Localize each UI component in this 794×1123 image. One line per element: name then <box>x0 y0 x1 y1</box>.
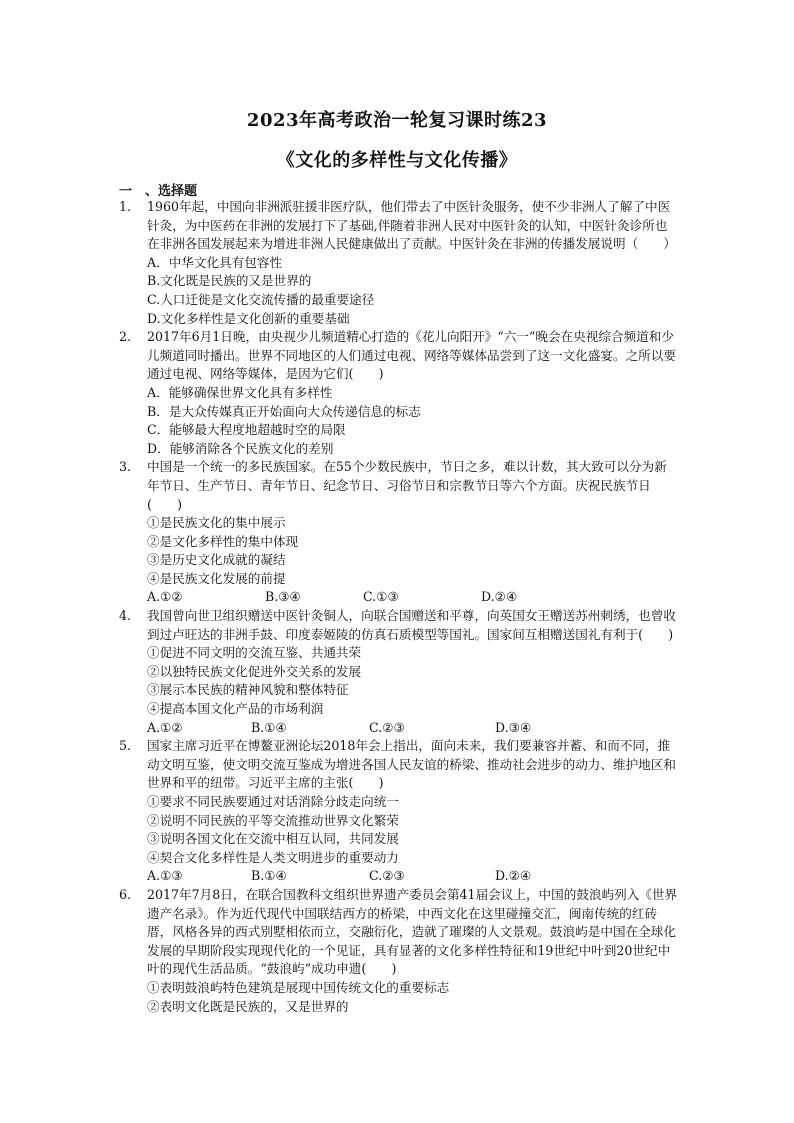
statement-4: ④是民族文化发展的前提 <box>147 570 286 586</box>
option-b: B．是大众传媒真正开始面向大众传递信息的标志 <box>147 403 421 419</box>
question-number: 5. <box>119 738 132 754</box>
choice-a: A.①③ <box>147 868 183 884</box>
choice-a: A.①② <box>147 719 183 735</box>
question-number: 4. <box>119 608 132 624</box>
question-stem: 我国曾向世卫组织赠送中医针灸铜人，向联合国赠送和平尊，向英国女王赠送苏州刺绣，也曾收到过卢旺达的非洲手鼓、印度泰姬陵的仿真石质模型等国礼。国家间互相赠送国礼有利于( ) <box>147 608 676 642</box>
choice-row <box>119 588 679 607</box>
choice-a: A.①② <box>147 589 183 605</box>
question-stem: 国家主席习近平在博鳌亚洲论坛2018年会上指出，面向未来，我们要兼容并蓄、和而不同，推动文明互鉴，使文明交流互鉴成为增进各国人民友谊的桥梁、推动社会进步的动力、维护地区和世界和平的纽带。习近平主席的主张( ) <box>147 738 676 791</box>
choice-b: B.①④ <box>251 868 287 884</box>
choice-row <box>119 719 679 738</box>
question-number: 3. <box>119 459 132 475</box>
option-a: A．中华文化具有包容性 <box>147 254 283 270</box>
statement-4: ④提高本国文化产品的市场利润 <box>147 701 324 717</box>
choice-c: C.①③ <box>363 589 399 605</box>
statement-1: ①是民族文化的集中展示 <box>147 515 286 531</box>
question-1 <box>119 198 679 328</box>
choice-d: D.②④ <box>481 589 518 605</box>
choice-b: B.①④ <box>251 719 287 735</box>
statement-2: ②以独特民族文化促进外交关系的发展 <box>147 663 362 679</box>
option-d: D.文化多样性是文化创新的重要基础 <box>147 310 350 326</box>
question-stem: 中国是一个统一的多民族国家。在55个少数民族中，节日之多，难以计数，其大致可以分为新年节日、生产节日、青年节日、纪念节日、习俗节日和宗教节日等六个方面。庆祝民族节日( ) <box>147 459 667 512</box>
choice-c: C.②③ <box>369 719 405 735</box>
statement-1: ①要求不同民族要通过对话消除分歧走向统一 <box>147 794 399 809</box>
question-number: 6. <box>119 886 132 902</box>
statement-3: ③展示本民族的精神风貌和整体特征 <box>147 682 349 698</box>
page-subtitle: 《文化的多样性与文化传播》 <box>276 150 518 171</box>
statement-3: ③说明各国文化在交流中相互认同，共同发展 <box>147 831 399 847</box>
option-c: C．能够最大程度地超越时空的局限 <box>147 422 346 438</box>
question-list <box>119 198 679 1016</box>
question-3 <box>119 458 679 607</box>
choice-row <box>119 867 679 886</box>
statement-4: ④契合文化多样性是人类文明进步的重要动力 <box>147 849 399 865</box>
page-title: 2023年高考政治一轮复习课时练23 <box>246 110 548 131</box>
choice-b: B.③④ <box>265 589 301 605</box>
question-number: 1. <box>119 199 132 214</box>
question-stem: 1960年起，中国向非洲派驻援非医疗队，他们带去了中医针灸服务，使不少非洲人了解了中医针灸，为中医药在非洲的发展打下了基础,伴随着非洲人民对中医针灸的认知，中医针灸诊所也在非洲各国发展起来为增进非洲人民健康做出了贡献。中医针灸在非洲的传播发展说明（ ） <box>147 199 676 252</box>
statement-1: ①促进不同文明的交流互鉴、共通共荣 <box>147 645 362 661</box>
choice-c: C.②③ <box>369 868 405 884</box>
statement-2: ②是文化多样性的集中体现 <box>147 533 299 549</box>
statement-1: ①表明鼓浪屿特色建筑是展现中国传统文化的重要标志 <box>147 979 450 995</box>
option-b: B.文化既是民族的又是世界的 <box>147 273 312 289</box>
section-heading: 一 、选择题 <box>119 184 198 199</box>
question-stem: 2017年6月1日晚，由央视少儿频道精心打造的《花儿向阳开》“六一”晚会在央视综合频道和少儿频道同时播出。世界不同地区的人们通过电视、网络等媒体品尝到了这一文化盛宴。之所以要通过电视、网络等媒体，是因为它们( ) <box>147 329 676 382</box>
question-4 <box>119 607 679 737</box>
question-stem: 2017年7月8日，在联合国教科文组织世界遗产委员会第41届会议上，中国的鼓浪屿列入《世界遗产名录》。作为近代现代中国联结西方的桥梁，中西文化在这里碰撞交汇，闽南传统的红砖厝，风格各异的西式别墅相依而立，交融衍化，造就了璀璨的人文景观。鼓浪屿是中国在全球化发展的早期阶段实现现代化的一个见证，具有显著的文化多样性特征和19世纪中叶到20世纪中叶的现代生活品质。“鼓浪屿”成功申遗( ) <box>147 886 678 977</box>
question-number: 2. <box>119 329 132 345</box>
statement-2: ②说明不同民族的平等交流推动世界文化繁荣 <box>147 812 399 828</box>
option-c: C.人口迁徙是文化交流传播的最重要途径 <box>147 291 375 307</box>
statement-3: ③是历史文化成就的凝结 <box>147 552 286 568</box>
choice-d: D.②④ <box>495 868 532 884</box>
question-6 <box>119 886 679 1016</box>
statement-2: ②表明文化既是民族的，又是世界的 <box>147 998 349 1014</box>
option-a: A．能够确保世界文化具有多样性 <box>147 384 333 400</box>
question-2 <box>119 328 679 458</box>
question-5 <box>119 737 679 886</box>
option-d: D．能够消除各个民族文化的差别 <box>147 440 334 456</box>
choice-d: D.③④ <box>495 719 532 735</box>
